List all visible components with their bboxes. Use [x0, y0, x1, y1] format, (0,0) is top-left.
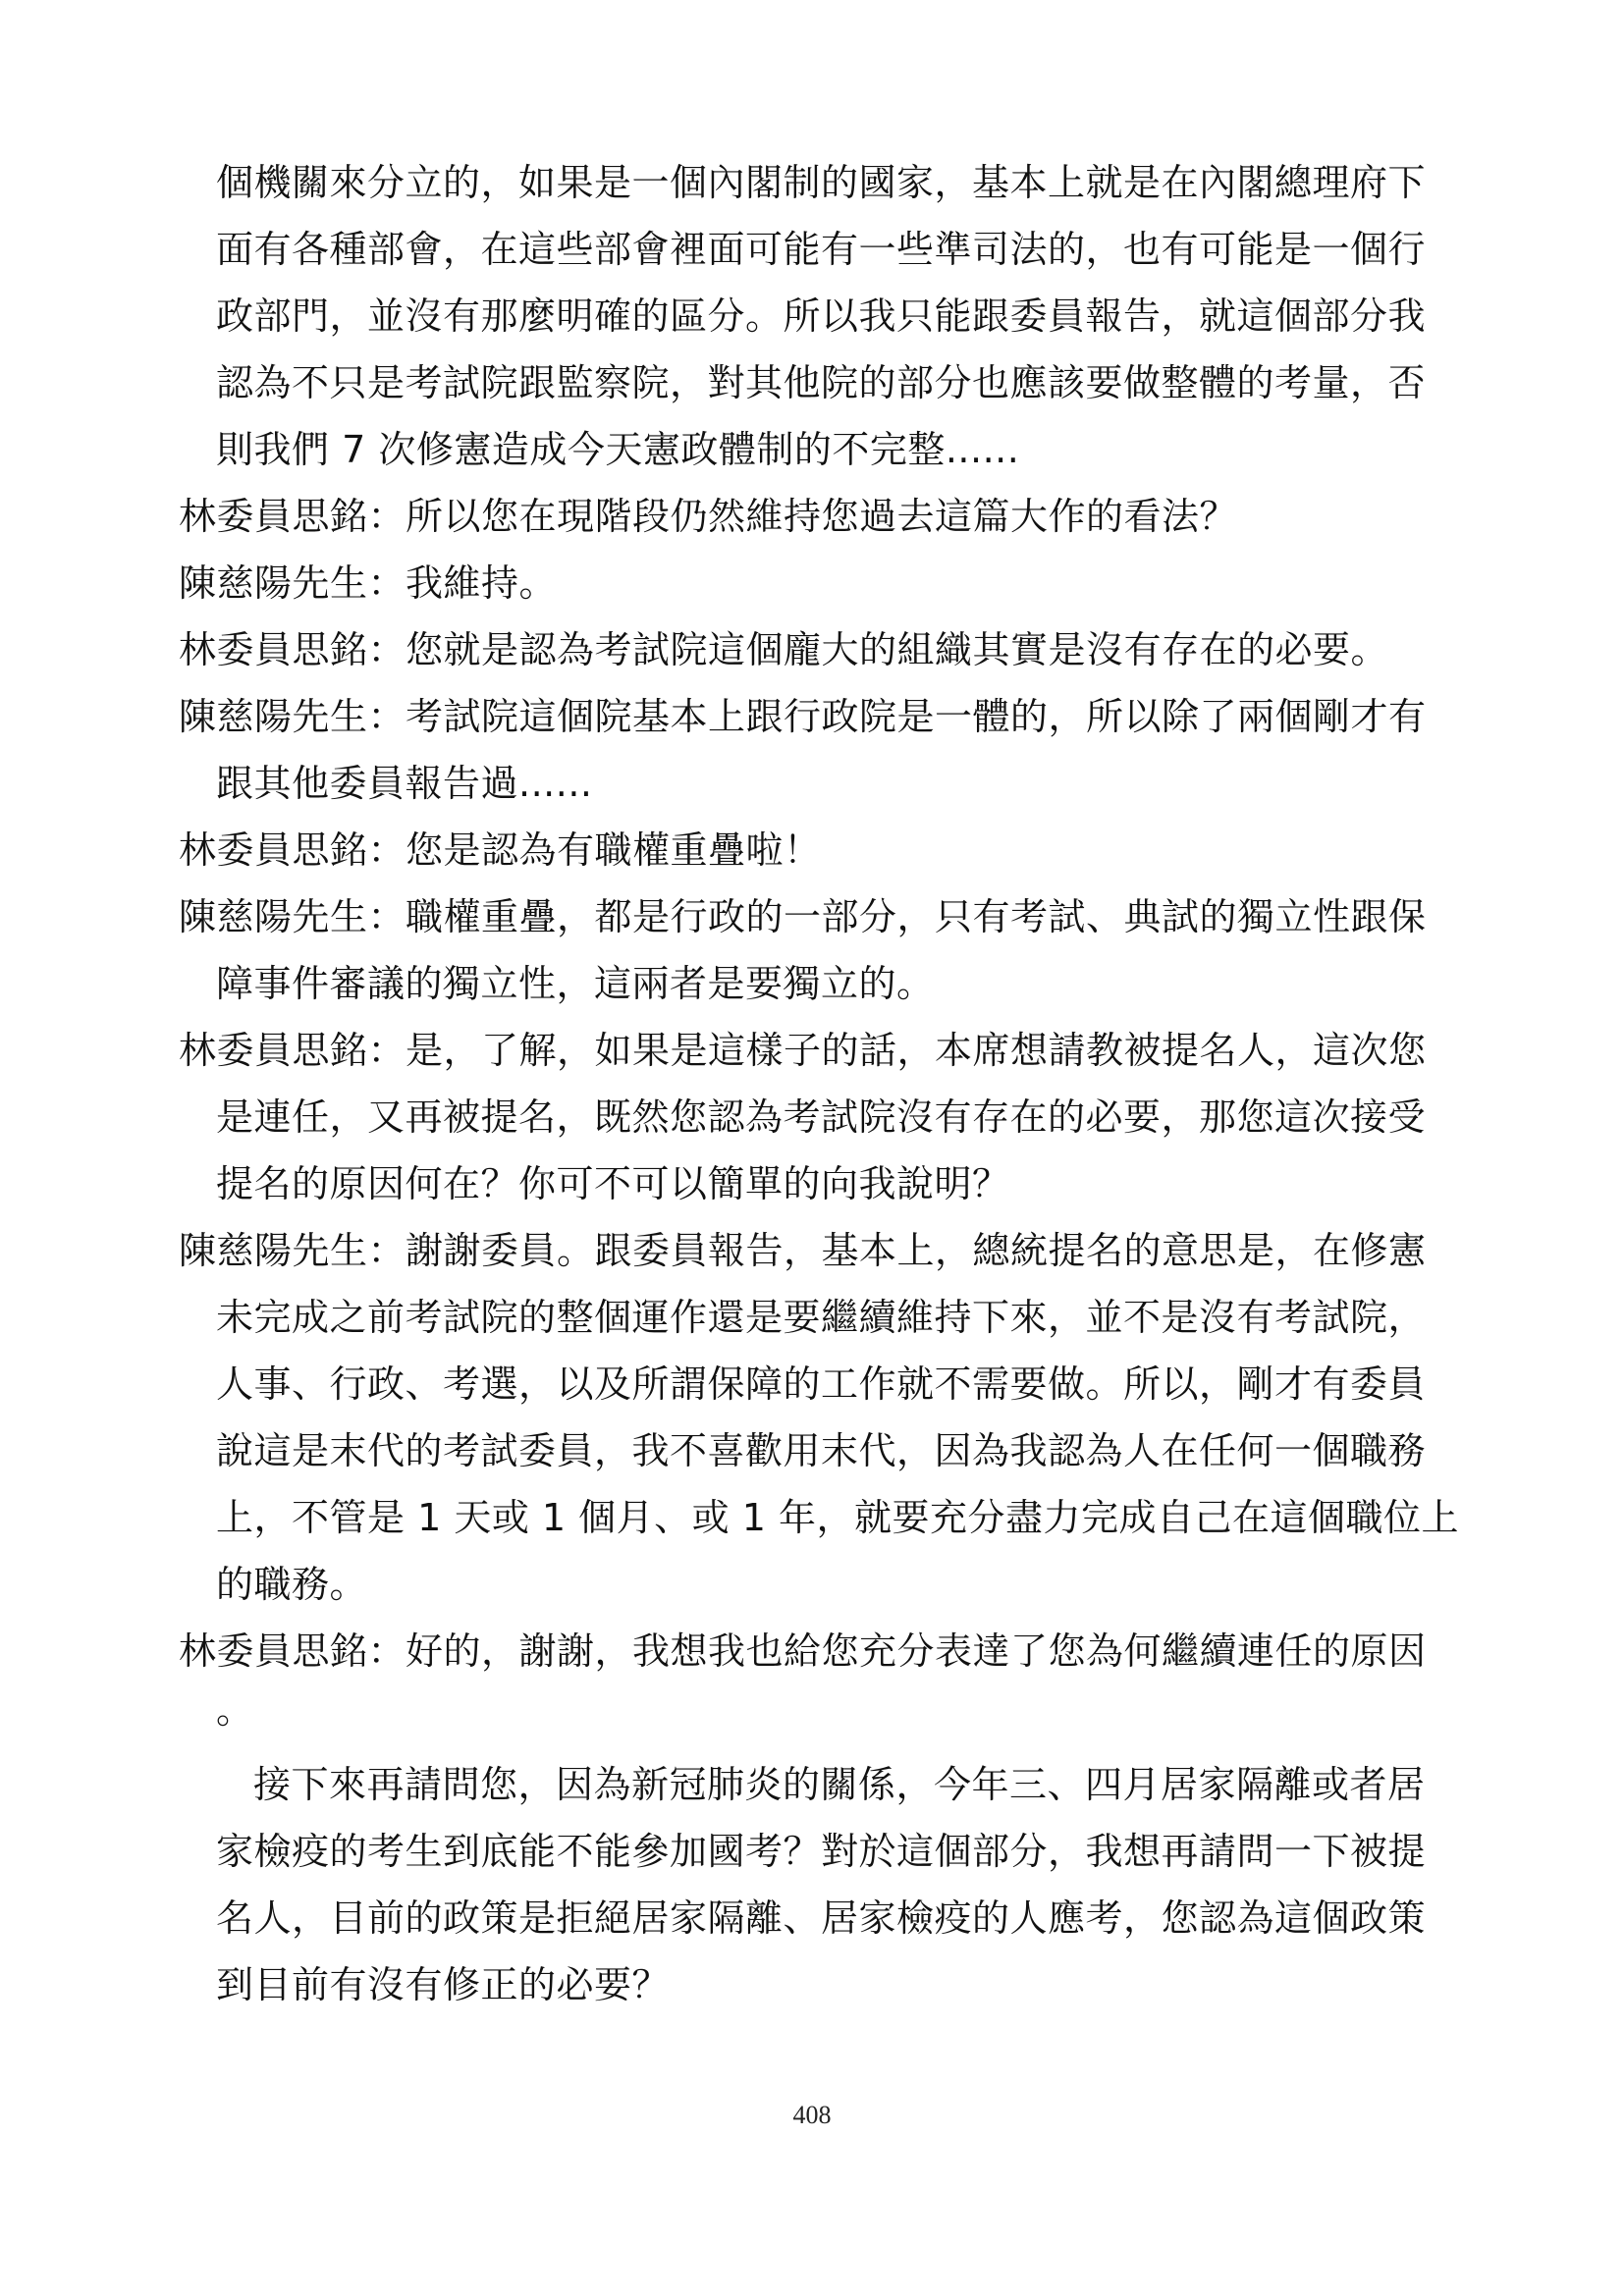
paragraph-first-line: 接下來再請問您，因為新冠肺炎的關係，今年三、四月居家隔離或者居	[253, 1763, 1426, 1806]
text-line: 人事、行政、考選，以及所謂保障的工作就不需要做。所以，剛才有委員	[216, 1362, 1427, 1406]
speaker-line: 陳慈陽先生：謝謝委員。跟委員報告，基本上，總統提名的意思是，在修憲	[179, 1229, 1427, 1272]
speaker-line: 林委員思銘：好的，謝謝，我想我也給您充分表達了您為何繼續連任的原因	[179, 1629, 1427, 1673]
text-line: 。	[216, 1688, 254, 1732]
speaker-line: 林委員思銘：您是認為有職權重疊啦！	[179, 828, 822, 872]
text-line: 名人，目前的政策是拒絕居家隔離、居家檢疫的人應考，您認為這個政策	[216, 1896, 1427, 1940]
speaker-line: 陳慈陽先生：職權重疊，都是行政的一部分，只有考試、典試的獨立性跟保	[179, 895, 1427, 938]
speaker-line: 林委員思銘：所以您在現階段仍然維持您過去這篇大作的看法？	[179, 495, 1238, 538]
text-line: 認為不只是考試院跟監察院，對其他院的部分也應該要做整體的考量，否	[216, 361, 1427, 404]
text-line: 的職務。	[216, 1563, 368, 1606]
text-line: 面有各種部會，在這些部會裡面可能有一些準司法的，也有可能是一個行	[216, 228, 1427, 271]
text-line: 提名的原因何在？你可不可以簡單的向我說明？	[216, 1162, 1010, 1205]
text-line: 到目前有沒有修正的必要？	[216, 1963, 671, 2006]
text-line: 政部門，並沒有那麼明確的區分。所以我只能跟委員報告，就這個部分我	[216, 294, 1427, 338]
text-line: 障事件審議的獨立性，這兩者是要獨立的。	[216, 962, 935, 1005]
speaker-line: 林委員思銘：是，了解，如果是這樣子的話，本席想請教被提名人，這次您	[179, 1029, 1427, 1072]
speaker-line: 陳慈陽先生：考試院這個院基本上跟行政院是一體的，所以除了兩個剛才有	[179, 695, 1427, 738]
text-line: 個機關來分立的，如果是一個內閣制的國家，基本上就是在內閣總理府下	[216, 161, 1427, 204]
text-line: 則我們 7 次修憲造成今天憲政體制的不完整......	[216, 428, 1020, 471]
text-line: 是連任，又再被提名，既然您認為考試院沒有存在的必要，那您這次接受	[216, 1095, 1427, 1139]
text-line: 家檢疫的考生到底能不能參加國考？對於這個部分，我想再請問一下被提	[216, 1830, 1427, 1873]
text-line: 未完成之前考試院的整個運作還是要繼續維持下來，並不是沒有考試院，	[216, 1296, 1427, 1339]
text-line: 說這是末代的考試委員，我不喜歡用末代，因為我認為人在任何一個職務	[216, 1429, 1427, 1472]
speaker-line: 陳慈陽先生：我維持。	[179, 561, 558, 605]
text-line: 上，不管是 1 天或 1 個月、或 1 年，就要充分盡力完成自己在這個職位上	[216, 1496, 1460, 1539]
text-line: 跟其他委員報告過......	[216, 762, 593, 805]
speaker-line: 林委員思銘：您就是認為考試院這個龐大的組織其實是沒有存在的必要。	[179, 628, 1389, 671]
page-number: 408	[792, 2101, 832, 2129]
